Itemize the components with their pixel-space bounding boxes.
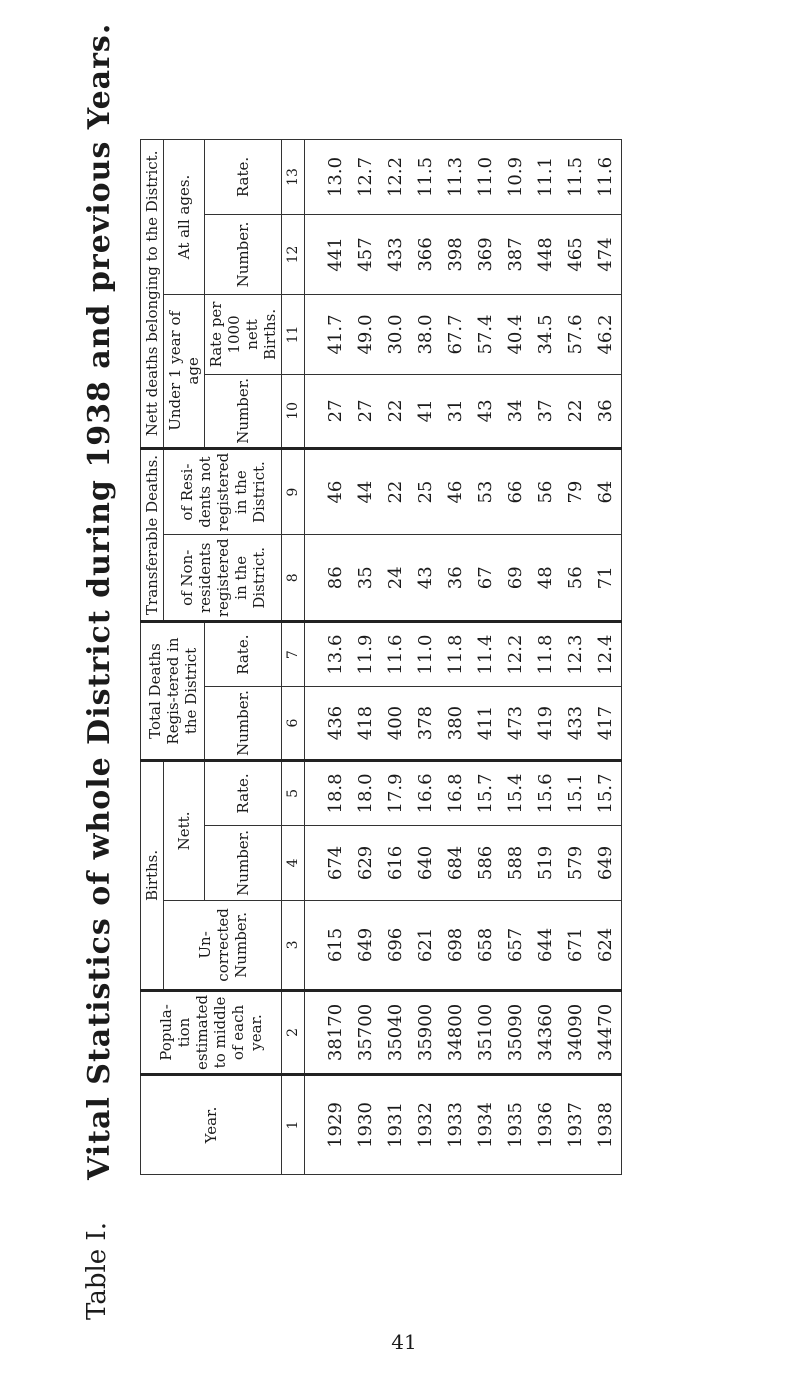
cell-population: 35700 — [351, 990, 381, 1074]
cell-year: 1937 — [561, 1075, 591, 1175]
cell-nonres: 48 — [531, 535, 561, 622]
cell-uncorrected: 624 — [591, 900, 622, 990]
column-number: 9 — [282, 448, 305, 535]
cell-nett-number: 519 — [531, 825, 561, 900]
cell-nett-rate: 15.4 — [501, 760, 531, 825]
header-under-one-rate: Rate per 1000 nett Births. — [205, 294, 282, 374]
cell-all-number: 387 — [501, 214, 531, 294]
cell-res: 25 — [411, 448, 441, 535]
cell-population: 34090 — [561, 990, 591, 1074]
cell-res: 53 — [471, 448, 501, 535]
cell-year: 1929 — [305, 1075, 352, 1175]
cell-population: 34800 — [441, 990, 471, 1074]
cell-deaths-rate: 11.8 — [441, 622, 471, 687]
cell-deaths-rate: 12.4 — [591, 622, 622, 687]
cell-uncorrected: 644 — [531, 900, 561, 990]
cell-population: 35090 — [501, 990, 531, 1074]
header-total-deaths-rate: Rate. — [205, 622, 282, 687]
cell-nett-rate: 16.8 — [441, 760, 471, 825]
cell-population: 35040 — [381, 990, 411, 1074]
cell-deaths-rate: 11.6 — [381, 622, 411, 687]
table-row — [441, 139, 471, 1174]
page-title: Vital Statistics of whole District during 1938 and previous Years. — [82, 22, 117, 1180]
cell-all-number: 441 — [305, 214, 352, 294]
cell-inf-rate: 40.4 — [501, 294, 531, 374]
cell-nett-number: 616 — [381, 825, 411, 900]
table-row — [411, 139, 441, 1174]
cell-nonres: 56 — [561, 535, 591, 622]
cell-year: 1934 — [471, 1075, 501, 1175]
cell-nett-number: 674 — [305, 825, 352, 900]
header-under-one-number: Number. — [205, 374, 282, 448]
table-row — [471, 139, 501, 1174]
cell-nett-rate: 16.6 — [411, 760, 441, 825]
header-year: Year. — [141, 1075, 282, 1175]
cell-inf-rate: 41.7 — [305, 294, 352, 374]
cell-all-rate: 11.3 — [441, 139, 471, 214]
table-body — [305, 139, 622, 1174]
cell-nett-rate: 18.0 — [351, 760, 381, 825]
cell-population: 38170 — [305, 990, 352, 1074]
cell-inf-number: 34 — [501, 374, 531, 448]
cell-all-number: 457 — [351, 214, 381, 294]
cell-year: 1933 — [441, 1075, 471, 1175]
header-all-ages: At all ages. — [164, 139, 205, 294]
cell-year: 1931 — [381, 1075, 411, 1175]
rotated-table-frame — [0, 22, 800, 1340]
cell-deaths-rate: 12.2 — [501, 622, 531, 687]
cell-population: 34470 — [591, 990, 622, 1074]
cell-nett-rate: 15.1 — [561, 760, 591, 825]
column-number: 1 — [282, 1075, 305, 1175]
cell-deaths-number: 473 — [501, 687, 531, 761]
table-label: Table I. — [82, 1222, 112, 1320]
cell-nonres: 86 — [305, 535, 352, 622]
cell-nett-rate: 15.7 — [471, 760, 501, 825]
table-row — [305, 139, 352, 1174]
cell-nett-number: 629 — [351, 825, 381, 900]
header-residents: of Resi-dents not registered in the District. — [164, 448, 282, 535]
cell-deaths-number: 380 — [441, 687, 471, 761]
cell-nett-number: 586 — [471, 825, 501, 900]
cell-nonres: 67 — [471, 535, 501, 622]
cell-uncorrected: 658 — [471, 900, 501, 990]
cell-uncorrected: 657 — [501, 900, 531, 990]
cell-deaths-number: 436 — [305, 687, 352, 761]
cell-nett-rate: 18.8 — [305, 760, 352, 825]
cell-all-rate: 12.7 — [351, 139, 381, 214]
cell-deaths-rate: 11.4 — [471, 622, 501, 687]
cell-uncorrected: 671 — [561, 900, 591, 990]
cell-nonres: 36 — [441, 535, 471, 622]
vital-statistics-table — [140, 139, 622, 1175]
cell-all-rate: 10.9 — [501, 139, 531, 214]
cell-all-rate: 11.6 — [591, 139, 622, 214]
cell-inf-rate: 34.5 — [531, 294, 561, 374]
cell-res: 46 — [441, 448, 471, 535]
cell-inf-number: 27 — [351, 374, 381, 448]
table-row — [531, 139, 561, 1174]
table-row — [501, 139, 531, 1174]
header-births-nett-rate: Rate. — [205, 760, 282, 825]
column-number: 2 — [282, 990, 305, 1074]
cell-year: 1930 — [351, 1075, 381, 1175]
cell-deaths-number: 411 — [471, 687, 501, 761]
cell-inf-number: 27 — [305, 374, 352, 448]
cell-deaths-number: 417 — [591, 687, 622, 761]
cell-all-rate: 13.0 — [305, 139, 352, 214]
cell-deaths-number: 419 — [531, 687, 561, 761]
cell-res: 56 — [531, 448, 561, 535]
column-number: 4 — [282, 825, 305, 900]
header-total-deaths-number: Number. — [205, 687, 282, 761]
column-number: 12 — [282, 214, 305, 294]
cell-deaths-rate: 11.0 — [411, 622, 441, 687]
header-all-ages-number: Number. — [205, 214, 282, 294]
cell-uncorrected: 698 — [441, 900, 471, 990]
cell-all-number: 448 — [531, 214, 561, 294]
column-number: 11 — [282, 294, 305, 374]
cell-nonres: 24 — [381, 535, 411, 622]
column-number: 7 — [282, 622, 305, 687]
cell-inf-number: 22 — [561, 374, 591, 448]
cell-population: 35100 — [471, 990, 501, 1074]
cell-year: 1936 — [531, 1075, 561, 1175]
cell-inf-rate: 30.0 — [381, 294, 411, 374]
cell-res: 64 — [591, 448, 622, 535]
cell-deaths-number: 378 — [411, 687, 441, 761]
header-births-nett-number: Number. — [205, 825, 282, 900]
cell-all-number: 433 — [381, 214, 411, 294]
cell-nett-number: 579 — [561, 825, 591, 900]
cell-all-number: 465 — [561, 214, 591, 294]
header-births: Births. — [141, 760, 164, 990]
table-row — [381, 139, 411, 1174]
cell-inf-rate: 49.0 — [351, 294, 381, 374]
cell-res: 66 — [501, 448, 531, 535]
cell-all-number: 366 — [411, 214, 441, 294]
header-total-deaths: Total Deaths Regis-tered in the District — [141, 622, 205, 761]
cell-nett-number: 684 — [441, 825, 471, 900]
column-number: 6 — [282, 687, 305, 761]
cell-inf-rate: 57.4 — [471, 294, 501, 374]
cell-deaths-rate: 11.8 — [531, 622, 561, 687]
cell-res: 46 — [305, 448, 352, 535]
header-under-one: Under 1 year of age — [164, 294, 205, 448]
cell-all-number: 369 — [471, 214, 501, 294]
table-row — [561, 139, 591, 1174]
cell-inf-number: 22 — [381, 374, 411, 448]
cell-inf-rate: 67.7 — [441, 294, 471, 374]
cell-uncorrected: 696 — [381, 900, 411, 990]
cell-nett-number: 588 — [501, 825, 531, 900]
cell-res: 79 — [561, 448, 591, 535]
cell-inf-number: 43 — [471, 374, 501, 448]
header-row-1 — [141, 139, 164, 1174]
cell-deaths-rate: 13.6 — [305, 622, 352, 687]
cell-uncorrected: 621 — [411, 900, 441, 990]
cell-nett-rate: 17.9 — [381, 760, 411, 825]
cell-inf-rate: 57.6 — [561, 294, 591, 374]
cell-inf-rate: 46.2 — [591, 294, 622, 374]
header-births-uncorrected: Un-corrected Number. — [164, 900, 282, 990]
cell-all-rate: 12.2 — [381, 139, 411, 214]
header-transferable-deaths: Transferable Deaths. — [141, 448, 164, 621]
cell-all-rate: 11.5 — [561, 139, 591, 214]
cell-year: 1938 — [591, 1075, 622, 1175]
header-all-ages-rate: Rate. — [205, 139, 282, 214]
cell-inf-number: 37 — [531, 374, 561, 448]
cell-population: 34360 — [531, 990, 561, 1074]
cell-deaths-rate: 11.9 — [351, 622, 381, 687]
cell-inf-number: 36 — [591, 374, 622, 448]
cell-nett-rate: 15.6 — [531, 760, 561, 825]
cell-year: 1935 — [501, 1075, 531, 1175]
page-number: 41 — [391, 1330, 417, 1354]
cell-all-rate: 11.0 — [471, 139, 501, 214]
cell-deaths-rate: 12.3 — [561, 622, 591, 687]
cell-nonres: 35 — [351, 535, 381, 622]
column-number: 5 — [282, 760, 305, 825]
cell-uncorrected: 615 — [305, 900, 352, 990]
cell-inf-number: 41 — [411, 374, 441, 448]
cell-nett-rate: 15.7 — [591, 760, 622, 825]
header-births-nett: Nett. — [164, 760, 205, 900]
cell-all-rate: 11.5 — [411, 139, 441, 214]
cell-population: 35900 — [411, 990, 441, 1074]
cell-all-rate: 11.1 — [531, 139, 561, 214]
column-number: 8 — [282, 535, 305, 622]
cell-year: 1932 — [411, 1075, 441, 1175]
header-population: Popula-tion estimated to middle of each year. — [141, 990, 282, 1074]
cell-deaths-number: 433 — [561, 687, 591, 761]
column-number-row — [282, 139, 305, 1174]
table-row — [351, 139, 381, 1174]
cell-res: 22 — [381, 448, 411, 535]
cell-nonres: 71 — [591, 535, 622, 622]
cell-all-number: 398 — [441, 214, 471, 294]
cell-inf-rate: 38.0 — [411, 294, 441, 374]
cell-nonres: 43 — [411, 535, 441, 622]
cell-deaths-number: 400 — [381, 687, 411, 761]
column-number: 13 — [282, 139, 305, 214]
cell-nett-number: 649 — [591, 825, 622, 900]
column-number: 3 — [282, 900, 305, 990]
cell-inf-number: 31 — [441, 374, 471, 448]
cell-res: 44 — [351, 448, 381, 535]
cell-nonres: 69 — [501, 535, 531, 622]
column-number: 10 — [282, 374, 305, 448]
header-nett-deaths: Nett deaths belonging to the District. — [141, 139, 164, 448]
header-nonresidents: of Non-residents registered in the District. — [164, 535, 282, 622]
cell-deaths-number: 418 — [351, 687, 381, 761]
table-row — [591, 139, 622, 1174]
cell-all-number: 474 — [591, 214, 622, 294]
cell-uncorrected: 649 — [351, 900, 381, 990]
cell-nett-number: 640 — [411, 825, 441, 900]
